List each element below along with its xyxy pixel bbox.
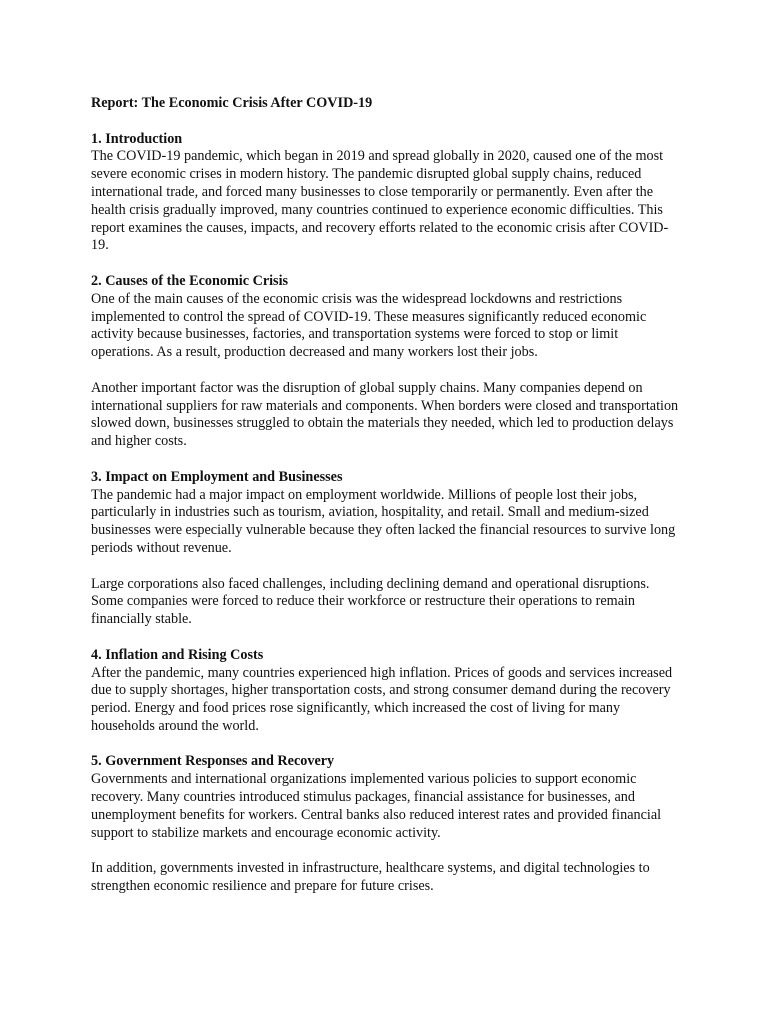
section-employment bbox=[91, 469, 681, 629]
section-heading: 4. Inflation and Rising Costs bbox=[91, 646, 264, 663]
section-government-responses bbox=[91, 753, 681, 895]
section-heading: 3. Impact on Employment and Businesses bbox=[91, 468, 343, 485]
document-title: Report: The Economic Crisis After COVID-19 bbox=[91, 95, 373, 111]
paragraph: Another important factor was the disruption of global supply chains. Many companies depend on international suppliers for raw materials and components. When borders were closed and transportation slowed down, businesses struggled to obtain the materials they needed, which led to production delays and higher costs. bbox=[91, 379, 679, 450]
paragraph: The pandemic had a major impact on employment worldwide. Millions of people lost their jobs, particularly in industries such as tourism, aviation, hospitality, and retail. Small and medium-sized businesses were especially vulnerable because they often lacked the financial resources to survive long periods without revenue. bbox=[91, 486, 676, 556]
document-page bbox=[91, 95, 681, 896]
paragraph: Governments and international organizations implemented various policies to support economic recovery. Many countries introduced stimulus packages, financial assistance for businesses, and unemployment benefits for workers. Central banks also reduced interest rates and provided financial support to stabilize markets and encourage economic activity. bbox=[91, 771, 662, 841]
paragraph: In addition, governments invested in infrastructure, healthcare systems, and digital technologies to strengthen economic resilience and prepare for future crises. bbox=[91, 860, 650, 895]
section-heading: 1. Introduction bbox=[91, 130, 183, 147]
paragraph: After the pandemic, many countries experienced high inflation. Prices of goods and services increased due to supply shortages, higher transportation costs, and strong consumer demand during the recovery period. Energy and food prices rose significantly, which increased the cost of living for many households around the world. bbox=[91, 664, 673, 734]
section-heading: 5. Government Responses and Recovery bbox=[91, 753, 335, 770]
section-heading: 2. Causes of the Economic Crisis bbox=[91, 272, 289, 289]
section-causes bbox=[91, 273, 681, 451]
paragraph: Large corporations also faced challenges, including declining demand and operational disruptions. Some companies were forced to reduce their workforce or restructure their operations to remain financially stable. bbox=[91, 575, 650, 628]
section-introduction bbox=[91, 131, 681, 256]
paragraph: One of the main causes of the economic crisis was the widespread lockdowns and restrictions implemented to control the spread of COVID-19. These measures significantly reduced economic activity because businesses, factories, and transportation systems were forced to stop or limit operations. As a result, production decreased and many workers lost their jobs. bbox=[91, 290, 647, 361]
paragraph: The COVID-19 pandemic, which began in 2019 and spread globally in 2020, caused one of the most severe economic crises in modern history. The pandemic disrupted global supply chains, reduced international trade, and forced many businesses to close temporarily or permanently. Even after the health crisis gradually improved, many countries continued to experience economic difficulties. This report examines the causes, impacts, and recovery efforts related to the economic crisis after COVID-19. bbox=[91, 148, 669, 254]
section-inflation bbox=[91, 647, 681, 736]
